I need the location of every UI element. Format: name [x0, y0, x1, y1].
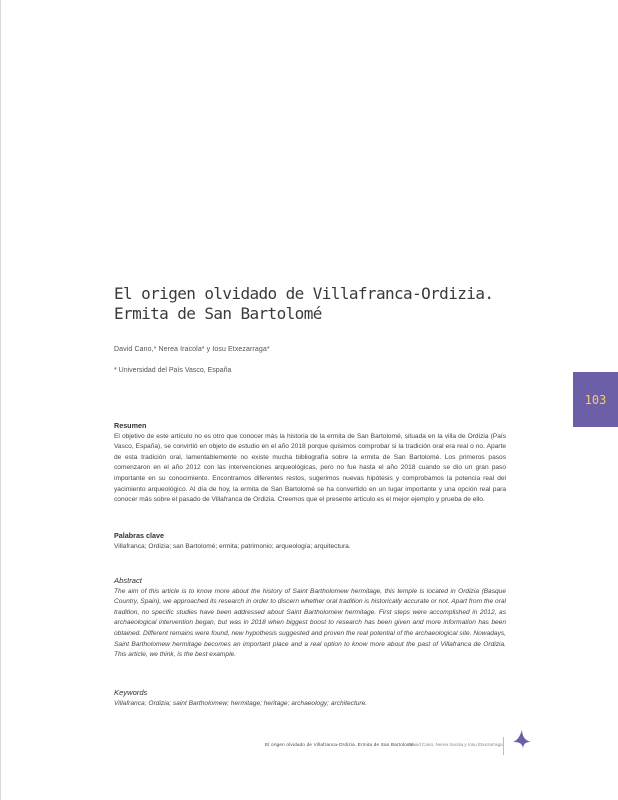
footer-divider [503, 737, 504, 755]
keywords-section [114, 688, 506, 709]
resumen-section [114, 421, 506, 506]
page-number-tab [573, 372, 618, 427]
page-edge-rule [0, 0, 1, 800]
article-title-line2: Ermita de San Bartolomé [114, 304, 322, 323]
article-authors: David Cano,* Nerea Iracola* y Iosu Etxezarraga* [114, 346, 270, 353]
article-title-line1: El origen olvidado de Villafranca-Ordizia. [114, 284, 494, 303]
keywords-text: Villafranca; Ordizia; saint Bartholomew; hermitage; heritage; archaeology; architecture. [114, 699, 368, 707]
palabras-clave-section [114, 531, 506, 552]
palabras-clave-heading: Palabras clave [114, 531, 164, 540]
article-affiliation: * Universidad del País Vasco, España [114, 367, 232, 374]
abstract-heading: Abstract [114, 576, 142, 585]
abstract-text: The aim of this article is to know more about the history of Saint Bartholomew hermitage, this temple is located in Ordizia (Basque Country, Spain), we approached its research in order to discern whether oral tradition is historically accurate or not. Apart from the oral tradition, no specific studies have been addressed about Saint Bartholomew hermitage. First steps were accomplished in 2012, as archaeological intervention began, but was in 2018 when biggest boost to research has been given and more information has been obtained. Different remains were found, new hypothesis suggested and proven the real potential of the archaeological site. Nowadays, Saint Bartholomew hermitage becomes an important place and a real option to know more about the past of Villafranca de Ordizia. This article, we think, is the best example. [114, 587, 506, 659]
resumen-text: El objetivo de este artículo no es otro que conocer más la historia de la ermita de San Bartolomé, situada en la villa de Ordizia (País Vasco, España), se convirtió en objeto de estudio en el año 2018 porque quisimos comprobar si la tradición oral era real o no. Aparte de esta tradición oral, lamentablemente no existe mucha bibliografía sobre la ermita de San Bartolomé. Los primeros pasos comenzaron en el año 2012 con las intervenciones arqueológicas, pero no fue hasta el año 2018 cuando se dio un gran paso importante en su conocimiento. Encontramos diferentes restos, sugerimos nuevas hipótesis y comprobamos la potencia real del yacimiento arqueológico. Al día de hoy, la ermita de San Bartolomé se ha convertido en un lugar importante y una opción real para conocer más sobre el pasado de Villafranca de Ordizia. Creemos que el presente artículo es el mejor ejemplo y prueba de ello. [114, 432, 506, 504]
keywords-heading: Keywords [114, 688, 148, 697]
article-title [114, 284, 534, 324]
resumen-heading: Resumen [114, 421, 147, 430]
bird-logo-icon [511, 728, 533, 750]
abstract-section [114, 576, 506, 661]
page-number: 103 [584, 392, 607, 407]
palabras-clave-text: Villafranca; Ordizia; san Bartolomé; ermita; patrimonio; arqueología; arquitectura. [114, 542, 351, 550]
footer-authors: David Cano, Nerea Iracola y Iosu Etxezarraga [409, 742, 503, 747]
footer-article-title: El origen olvidado de Villafranca-Ordizia. Ermita de San Bartolomé [265, 742, 414, 747]
